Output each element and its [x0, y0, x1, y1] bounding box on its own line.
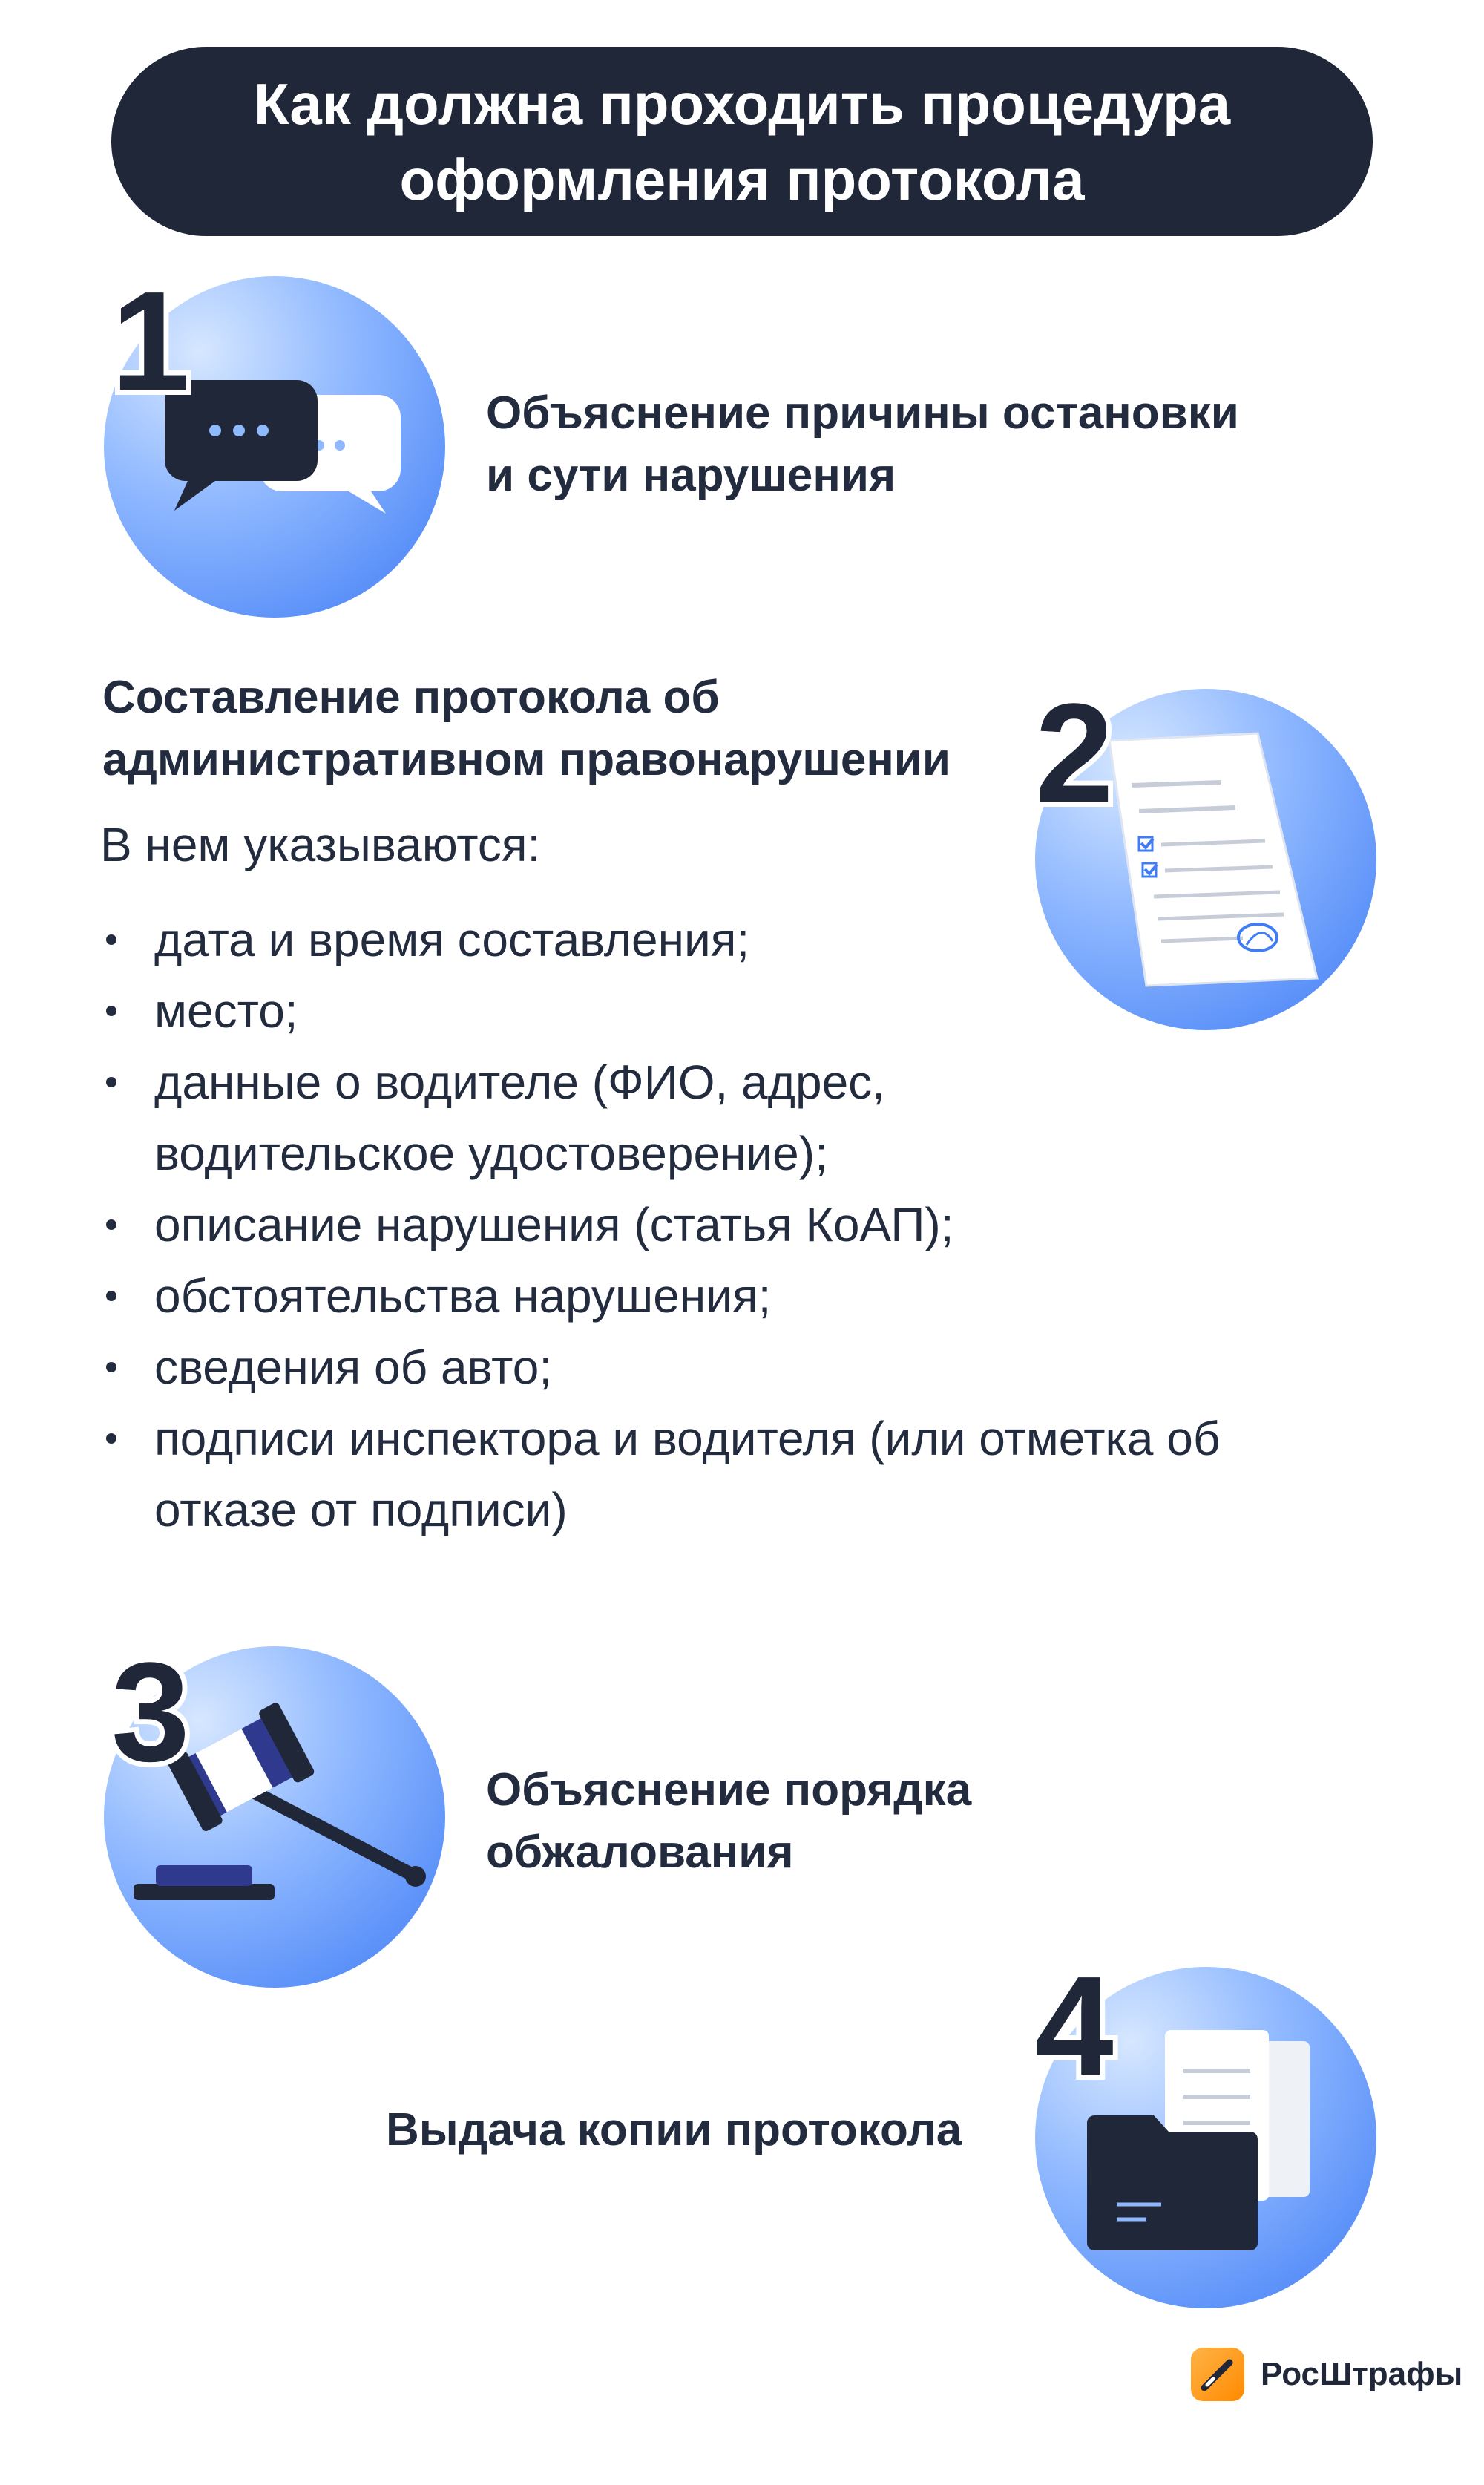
list-item: подписи инспектора и водителя (или отметка об отказе от подписи) — [102, 1403, 1342, 1545]
list-item: обстоятельства нарушения; — [102, 1260, 1327, 1332]
page-title: Как должна проходить процедура оформления протокола — [253, 71, 1231, 212]
step-3-label — [486, 1759, 971, 1884]
step-2-label-line1: Составление протокола об — [102, 672, 720, 723]
step-1-label — [486, 382, 1239, 507]
step-3-number: 3 — [111, 1634, 190, 1791]
step-4-number: 4 — [1035, 1948, 1114, 2105]
step-2-label — [102, 667, 951, 791]
list-item: сведения об авто; — [102, 1332, 1327, 1403]
title-banner — [111, 47, 1373, 236]
step-1-number: 1 — [111, 263, 190, 420]
step-1-label-line2: и сути нарушения — [486, 450, 896, 501]
step-3-label-line1: Объяснение порядка — [486, 1764, 972, 1816]
protocol-contents-list — [102, 904, 1327, 1545]
step-2-intro: В нем указываются: — [100, 818, 541, 871]
list-item: место; — [102, 975, 1327, 1047]
brand — [1191, 2348, 1462, 2401]
step-2-number: 2 — [1035, 675, 1114, 832]
pen-logo-icon — [1191, 2348, 1244, 2401]
list-item: описание нарушения (статья КоАП); — [102, 1189, 1327, 1260]
step-1-label-line1: Объяснение причины остановки — [486, 387, 1239, 439]
step-3-label-line2: обжалования — [486, 1827, 794, 1878]
step-2-label-line2: административном правонарушении — [102, 734, 951, 785]
list-item: дата и время составления; — [102, 904, 1327, 975]
brand-name: РосШтрафы — [1261, 2356, 1463, 2392]
step-4-label: Выдача копии протокола — [386, 2104, 962, 2155]
list-item: данные о водителе (ФИО, адрес, водительское удостоверение); — [102, 1047, 1045, 1189]
